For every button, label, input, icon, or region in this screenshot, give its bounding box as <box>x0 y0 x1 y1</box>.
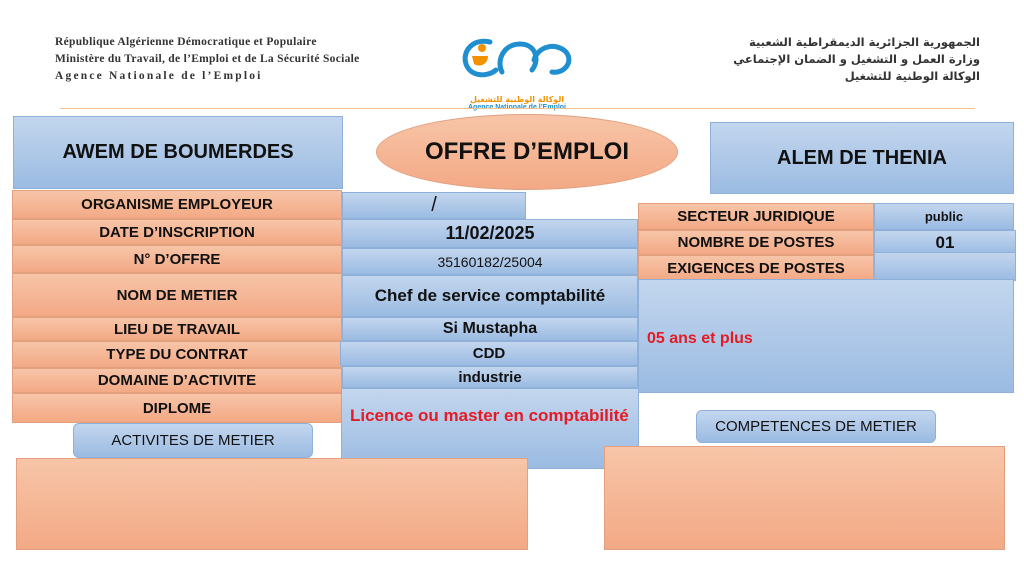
exigences-box <box>638 279 1014 393</box>
header-ar <box>600 34 980 85</box>
lieu-value: Si Mustapha <box>342 317 638 341</box>
postes-value: 01 <box>874 230 1016 255</box>
date-value: 11/02/2025 <box>342 219 638 248</box>
logo-ar-text: الوكالة الوطنية للتشغيل <box>469 95 565 104</box>
exigences-top <box>874 252 1016 281</box>
postes-label: NOMBRE DE POSTES <box>638 230 874 255</box>
contrat-value: CDD <box>340 341 638 366</box>
header-ar-line3: الوكالة الوطنية للتشغيل <box>844 69 980 83</box>
offre-title: OFFRE D’EMPLOI <box>376 114 678 190</box>
secteur-value: public <box>874 203 1014 230</box>
domaine-value: industrie <box>342 366 638 388</box>
activites-label: ACTIVITES DE METIER <box>73 423 313 458</box>
metier-label: NOM DE METIER <box>12 273 342 317</box>
alem-box: ALEM DE THENIA <box>710 122 1014 194</box>
header-ar-line1: الجمهورية الجزائرية الديمقراطية الشعبية <box>748 35 980 49</box>
secteur-label: SECTEUR JURIDIQUE <box>638 203 874 230</box>
date-label: DATE D’INSCRIPTION <box>12 219 342 245</box>
domaine-label: DOMAINE D’ACTIVITE <box>12 368 342 393</box>
metier-value: Chef de service comptabilité <box>342 275 638 317</box>
header-ar-line2: وزارة العمل و التشغيل و الضمان الإجتماعي <box>733 52 980 66</box>
header-divider <box>60 108 975 109</box>
header-fr-line1: République Algérienne Démocratique et Populaire <box>55 36 317 48</box>
lieu-label: LIEU DE TRAVAIL <box>12 317 342 341</box>
diplome-value: Licence ou master en comptabilité <box>350 406 629 425</box>
anem-logo <box>452 30 582 104</box>
activites-box <box>16 458 528 550</box>
diplome-label: DIPLOME <box>12 393 342 423</box>
exigences-value: 05 ans et plus <box>647 330 753 347</box>
offre-value: 35160182/25004 <box>342 248 638 275</box>
offre-label: N° D’OFFRE <box>12 245 342 273</box>
exigences-label: EXIGENCES DE POSTES <box>638 255 874 281</box>
header-fr <box>55 34 360 85</box>
organisme-label: ORGANISME EMPLOYEUR <box>12 190 342 219</box>
diplome-box <box>341 388 639 469</box>
awem-box: AWEM DE BOUMERDES <box>13 116 343 189</box>
competences-label: COMPETENCES DE METIER <box>696 410 936 443</box>
competences-box <box>604 446 1005 550</box>
anem-logo-icon <box>452 30 582 90</box>
header-fr-line2: Ministère du Travail, de l’Emploi et de La Sécurité Sociale <box>55 53 360 65</box>
organisme-value: / <box>342 192 526 219</box>
header-fr-line3: Agence Nationale de l’Emploi <box>55 70 263 82</box>
contrat-label: TYPE DU CONTRAT <box>12 341 342 368</box>
